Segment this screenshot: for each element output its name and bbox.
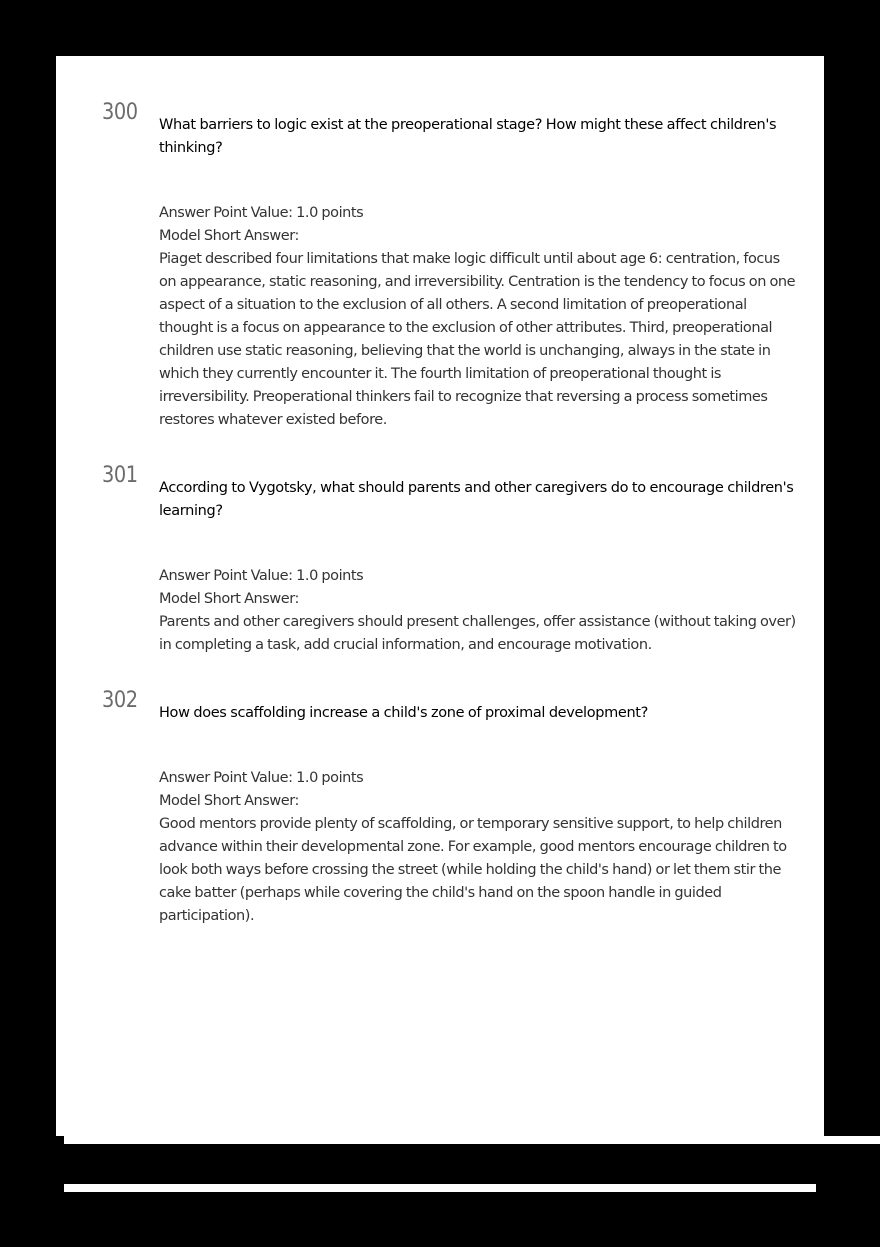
model-answer-label: Model Short Answer: [159, 793, 299, 809]
question-text: According to Vygotsky, what should parents and other caregivers do to encourage children's learning? [159, 480, 794, 519]
model-answer-text: Parents and other caregivers should present challenges, offer assistance (without taking over) in completing a task, add crucial information, and encourage motivation. [159, 614, 796, 653]
answer-point-value: Answer Point Value: 1.0 points [159, 205, 364, 221]
question-number: 301 [102, 463, 138, 488]
page-edge-strip [64, 1136, 880, 1144]
next-page-edge [64, 1184, 816, 1192]
answer-point-value: Answer Point Value: 1.0 points [159, 770, 364, 786]
model-answer-text: Piaget described four limitations that make logic difficult until about age 6: centration, focus on appearance, static reasoning, and irreversibility. Centration is the tendency to focus on one aspect of a situation to the exclusion of all others. A second limitation of preoperational thought is a focus on appearance to the exclusion of other attributes. Third, preoperational children use static reasoning, believing that the world is unchanging, always in the state in which they currently encounter it. The fourth limitation of preoperational thought is irreversibility. Preoperational thinkers fail to recognize that reversing a process sometimes restores whatever existed before. [159, 251, 796, 428]
question-number: 300 [102, 100, 138, 125]
answer-block [159, 767, 799, 928]
answer-block [159, 202, 799, 432]
question-number: 302 [102, 688, 138, 713]
question-text: How does scaffolding increase a child's zone of proximal development? [159, 705, 648, 721]
document-page [56, 56, 824, 1136]
answer-block [159, 565, 799, 657]
model-answer-label: Model Short Answer: [159, 228, 299, 244]
model-answer-label: Model Short Answer: [159, 591, 299, 607]
model-answer-text: Good mentors provide plenty of scaffolding, or temporary sensitive support, to help children advance within their developmental zone. For example, good mentors encourage children to look both ways before crossing the street (while holding the child's hand) or let them stir the cake batter (perhaps while covering the child's hand on the spoon handle in guided participation). [159, 816, 787, 924]
answer-point-value: Answer Point Value: 1.0 points [159, 568, 364, 584]
question-text: What barriers to logic exist at the preoperational stage? How might these affect children's thinking? [159, 117, 777, 156]
